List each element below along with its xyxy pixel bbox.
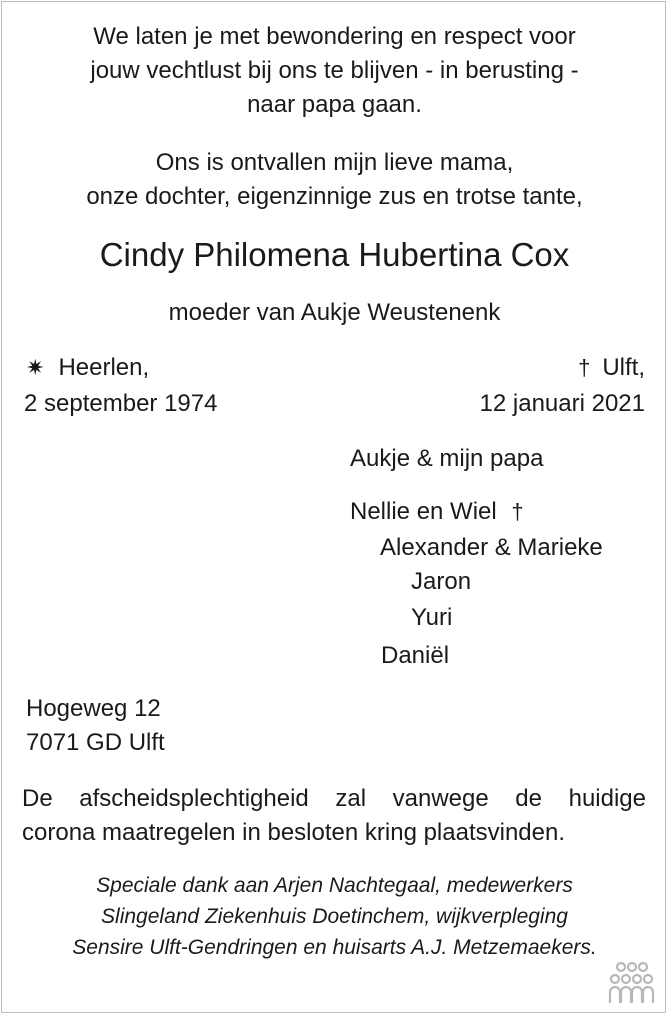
mother-of: moeder van Aukje Weustenenk bbox=[168, 299, 501, 326]
address-city: 7071 GD Ulft bbox=[26, 729, 165, 756]
ceremony-notice bbox=[22, 782, 646, 850]
family-child: Jaron bbox=[411, 568, 472, 595]
people-group-icon bbox=[607, 962, 657, 1004]
announcement-text bbox=[0, 146, 669, 214]
address bbox=[26, 693, 165, 759]
announcement-line: Ons is ontvallen mijn lieve mama, bbox=[155, 149, 514, 176]
thanks-line: Speciale dank aan Arjen Nachtegaal, medewerkers bbox=[96, 874, 573, 897]
death-place-row bbox=[578, 352, 645, 384]
family-child: Daniël bbox=[381, 642, 450, 669]
thanks-line: Slingeland Ziekenhuis Doetinchem, wijkverpleging bbox=[101, 905, 568, 928]
intro-text bbox=[0, 20, 669, 122]
cross-icon: † bbox=[511, 499, 524, 524]
announcement-line: onze dochter, eigenzinnige zus en trotse tante, bbox=[86, 183, 583, 210]
family-parents-row bbox=[350, 496, 524, 528]
family-line: Aukje & mijn papa bbox=[350, 445, 544, 472]
death-cross-icon: † bbox=[578, 355, 591, 380]
address-street: Hogeweg 12 bbox=[26, 695, 161, 722]
thanks-line: Sensire Ulft-Gendringen en huisarts A.J. Metzemaekers. bbox=[72, 936, 597, 959]
family-child: Yuri bbox=[411, 604, 453, 631]
intro-line: jouw vechtlust bij ons te blijven - in berusting - bbox=[90, 57, 579, 84]
intro-line: We laten je met bewondering en respect voor bbox=[93, 23, 576, 50]
birth-place: Heerlen, bbox=[58, 354, 150, 381]
death-date: 12 januari 2021 bbox=[479, 390, 645, 417]
family-parents: Nellie en Wiel bbox=[350, 498, 497, 525]
birth-star-icon: ✷ bbox=[26, 355, 45, 380]
family-sibling: Alexander & Marieke bbox=[380, 534, 603, 561]
thanks-text bbox=[0, 870, 669, 963]
birth-date: 2 september 1974 bbox=[24, 390, 218, 417]
birth-place-row bbox=[26, 352, 149, 384]
notice-line: corona maatregelen in besloten kring plaatsvinden. bbox=[22, 819, 566, 846]
death-place: Ulft, bbox=[602, 354, 645, 381]
intro-line: naar papa gaan. bbox=[247, 91, 422, 118]
deceased-name: Cindy Philomena Hubertina Cox bbox=[99, 236, 570, 273]
notice-line: De afscheidsplechtigheid zal vanwege de huidige bbox=[22, 785, 646, 812]
